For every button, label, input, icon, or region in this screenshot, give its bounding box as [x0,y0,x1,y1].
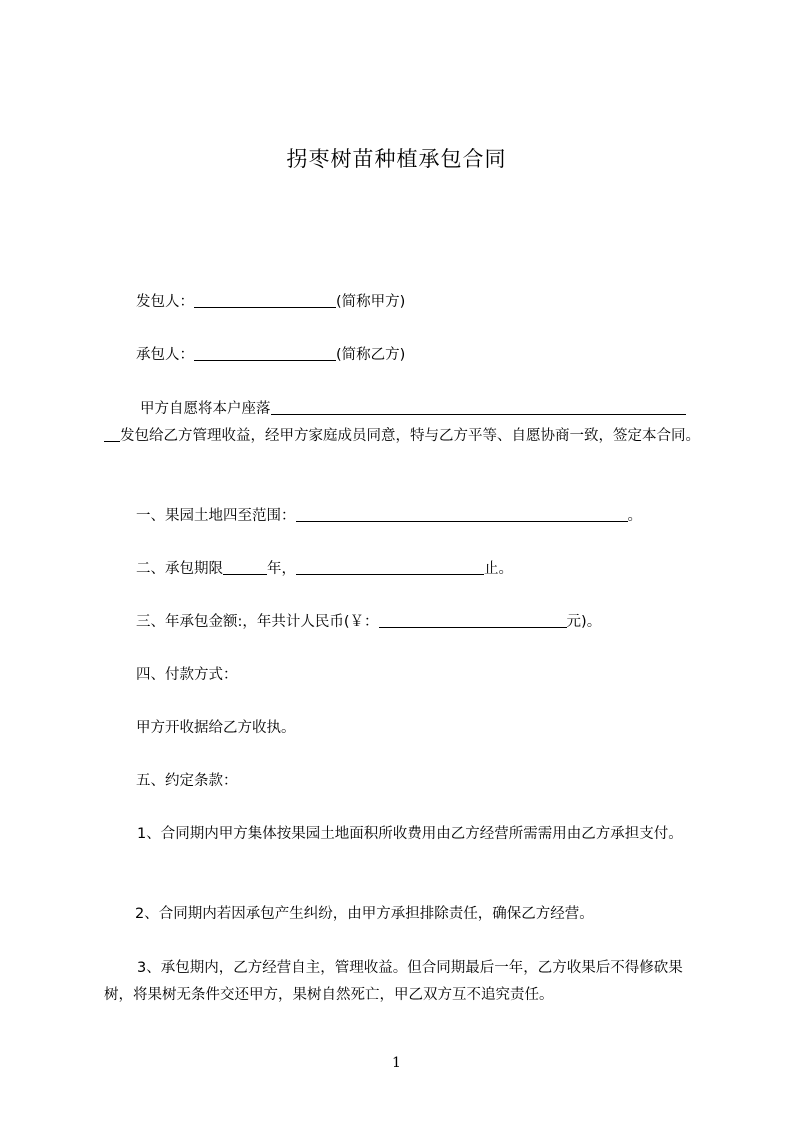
intro-paragraph [104,423,704,450]
intro-text: 发包给乙方管理收益，经甲方家庭成员同意，特与乙方平等、自愿协商一致，签定本合同。 [120,428,700,444]
party-a-blank[interactable] [194,291,336,308]
clause-1-end: 。 [627,508,642,524]
intro-location-blank[interactable] [271,398,686,415]
intro-first-line [140,396,703,422]
clause-1-blank[interactable] [296,505,628,522]
document-title: 拐枣树苗种植承包合同 [286,147,507,171]
clause-1-line [136,503,703,529]
party-a-label: 发包人： [136,294,194,310]
party-b-blank[interactable] [194,344,336,361]
intro-continue-blank[interactable] [104,425,120,442]
clause-1-label: 一、果园土地四至范围： [136,508,296,524]
party-a-line [136,289,703,315]
party-a-suffix: (简称甲方) [336,294,406,310]
clause-3-amount-blank[interactable] [379,611,567,628]
clause-2-years-blank[interactable] [223,558,267,575]
intro-prefix: 甲方自愿将本户座落 [140,401,271,417]
clause-5-heading: 五、约定条款： [136,773,238,789]
clause-3-label: 三、年承包金额:，年共计人民币(￥： [136,614,379,630]
party-b-label: 承包人： [136,347,194,363]
clause-4-text: 甲方开收据给乙方收执。 [136,720,296,736]
clause-2-label: 二、承包期限 [136,561,223,577]
clause-2-end: 止。 [484,561,513,577]
page-number: 1 [392,1055,401,1071]
clause-5-item-3: 3、承包期内，乙方经营自主，管理收益。但合同期最后一年，乙方收果后不得修砍果树，将果树无条件交还甲方，果树自然死亡，甲乙双方互不追究责任。 [104,960,683,1003]
party-b-suffix: (简称乙方) [336,347,406,363]
clause-2-mid: 年， [267,561,296,577]
clause-5-item-1: 1、合同期内甲方集体按果园土地面积所收费用由乙方经营所需需用由乙方承担支付。 [137,826,683,842]
clause-2-date-blank[interactable] [296,558,484,575]
clause-4-heading: 四、付款方式： [136,667,238,683]
clause-3-end: 元)。 [566,614,602,630]
clause-2-line [136,556,703,582]
clause-3-line [136,609,703,635]
party-b-line [136,342,703,368]
clause-5-item-2: 2、合同期内若因承包产生纠纷，由甲方承担排除责任，确保乙方经营。 [135,906,594,922]
